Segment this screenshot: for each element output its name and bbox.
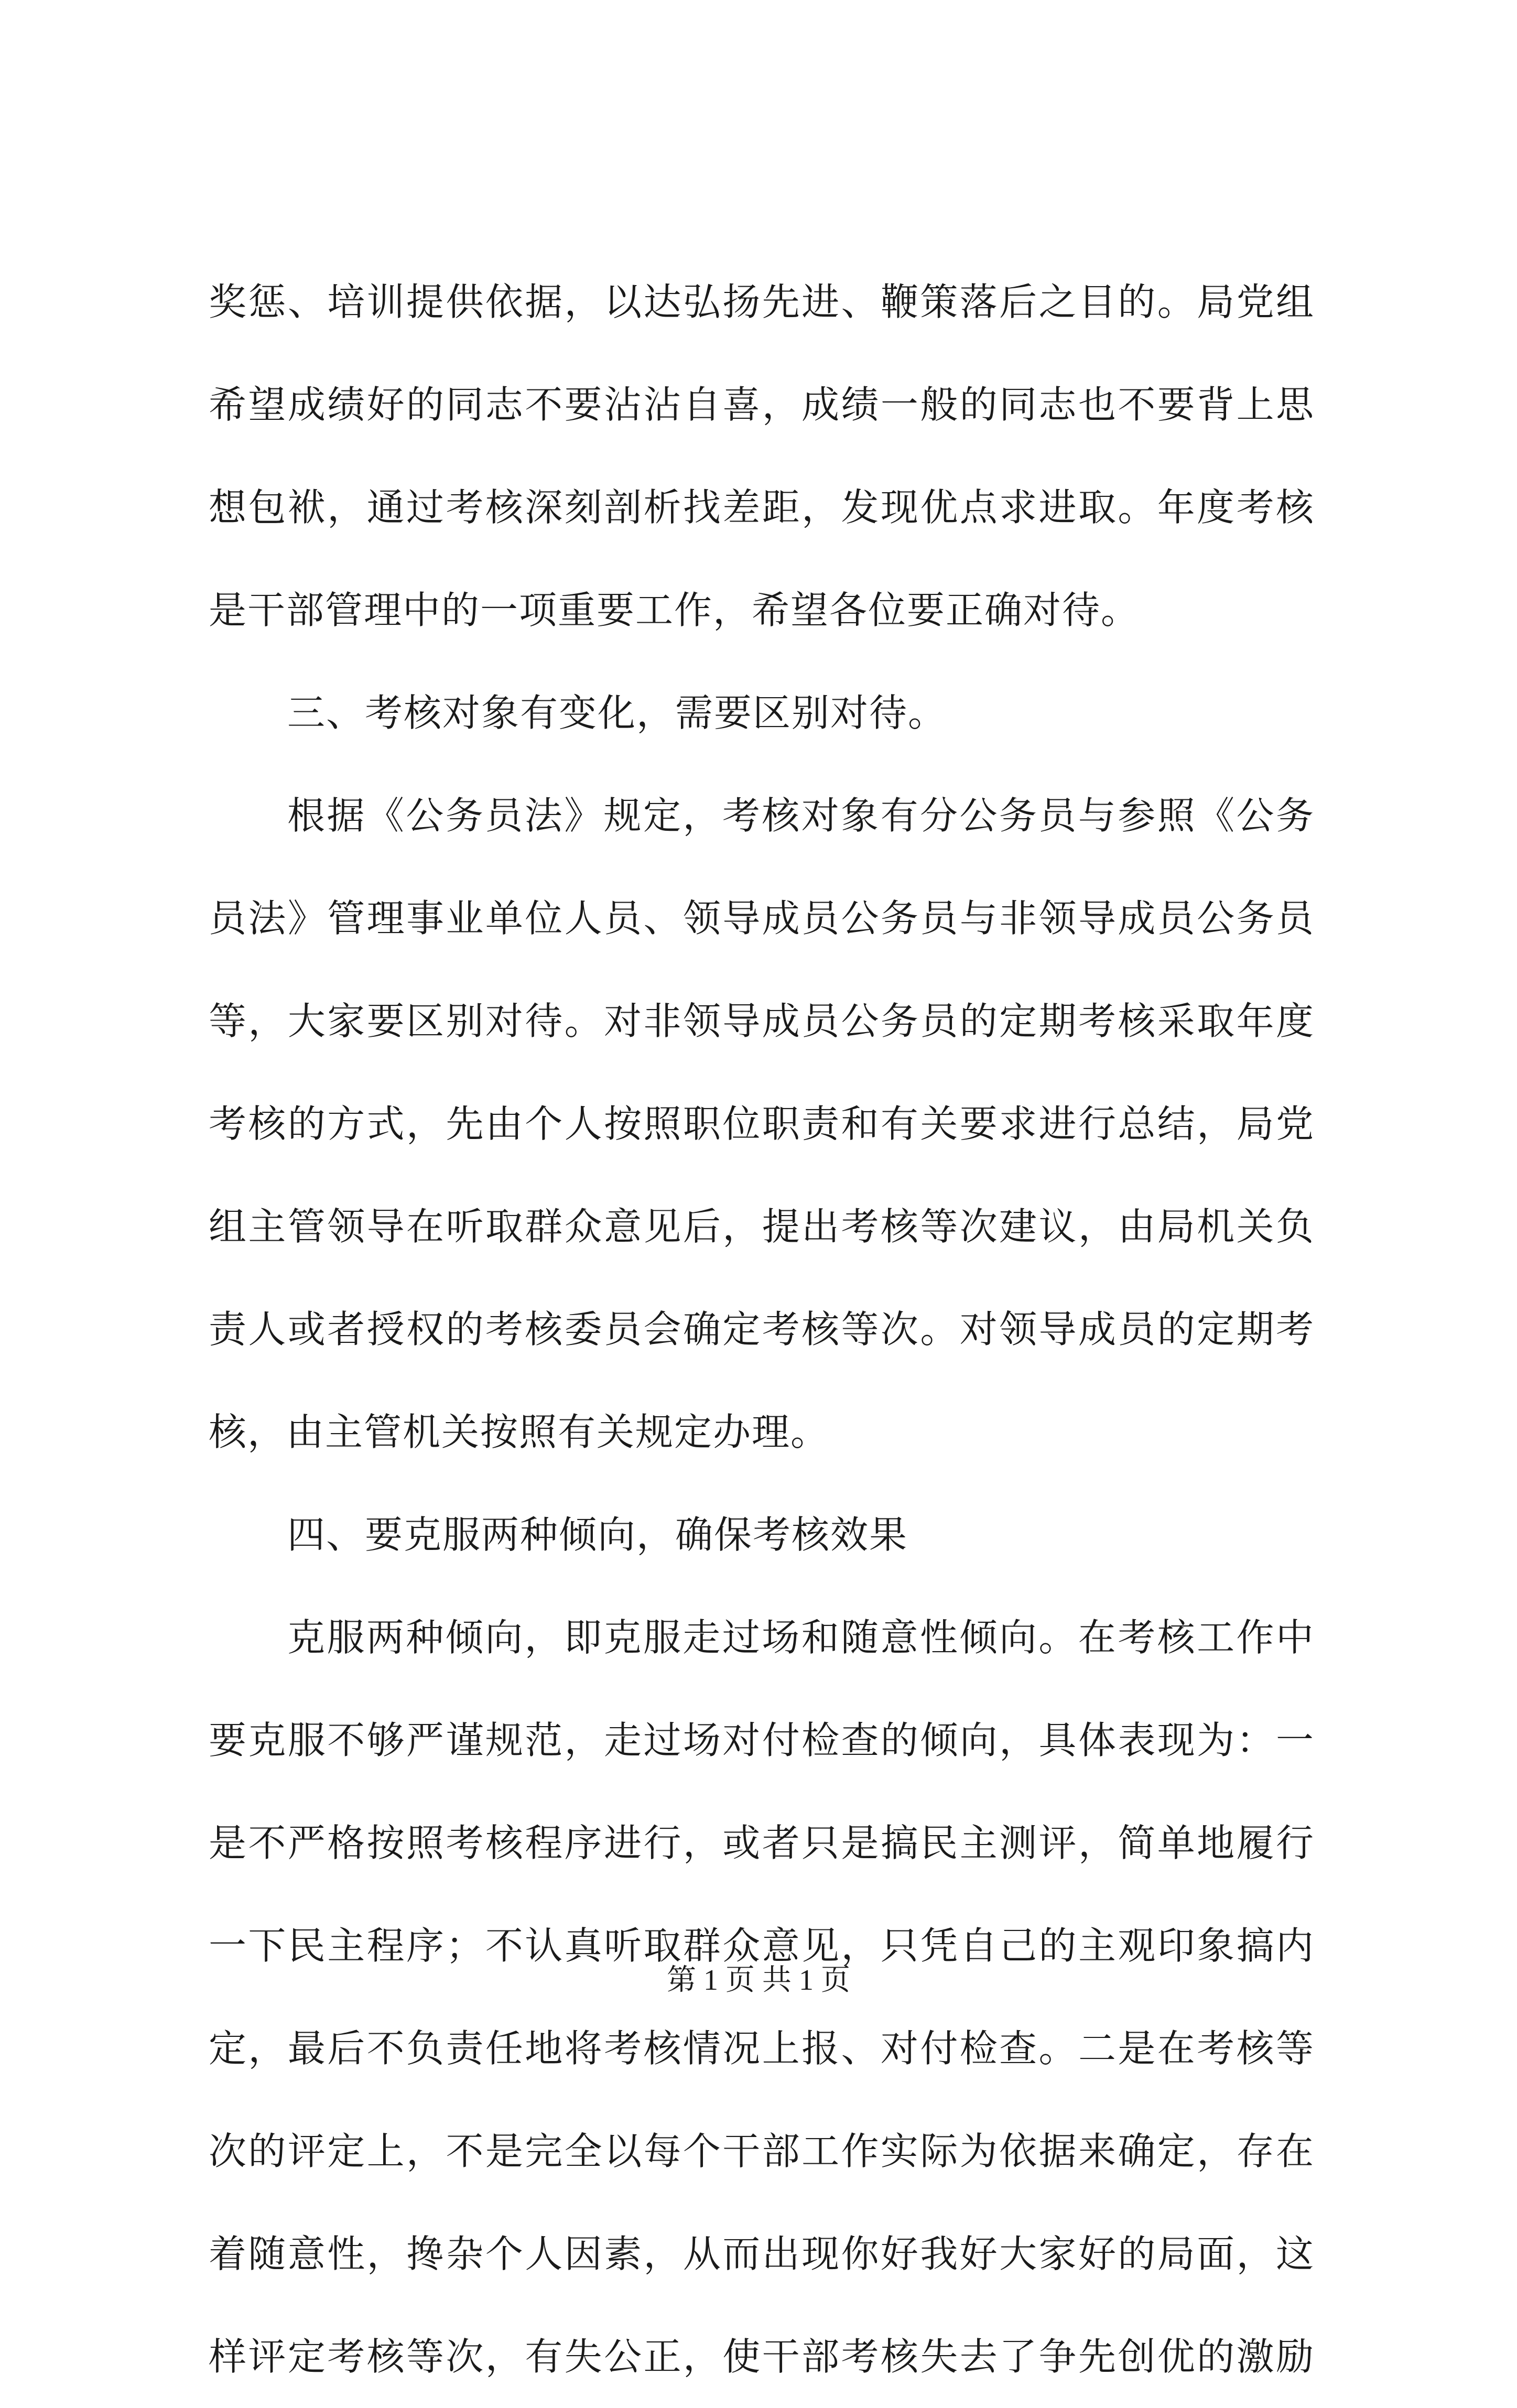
text-line: 组主管领导在听取群众意见后，提出考核等次建议，由局机关负 — [209, 1205, 1315, 1249]
text-line: 考核的方式，先由个人按照职位职责和有关要求进行总结，局党 — [209, 1102, 1315, 1146]
text-line: 克服两种倾向，即克服走过场和随意性倾向。在考核工作中 — [287, 1615, 1315, 1659]
text-line: 是干部管理中的一项重要工作，希望各位要正确对待。 — [209, 588, 1140, 632]
text-line: 员法》管理事业单位人员、领导成员公务员与非领导成员公务员 — [209, 896, 1315, 940]
text-line: 样评定考核等次，有失公正，使干部考核失去了争先创优的激励 — [209, 2335, 1315, 2379]
text-line: 是不严格按照考核程序进行，或者只是搞民主测评，简单地履行 — [209, 1821, 1315, 1865]
text-line: 根据《公务员法》规定，考核对象有分公务员与参照《公务 — [287, 794, 1315, 838]
text-line: 定，最后不负责任地将考核情况上报、对付检查。二是在考核等 — [209, 2026, 1315, 2070]
text-line: 等，大家要区别对待。对非领导成员公务员的定期考核采取年度 — [209, 999, 1315, 1043]
text-line: 希望成绩好的同志不要沾沾自喜，成绩一般的同志也不要背上思 — [209, 383, 1315, 427]
text-line: 要克服不够严谨规范，走过场对付检查的倾向，具体表现为：一 — [209, 1718, 1315, 1762]
text-line: 核，由主管机关按照有关规定办理。 — [209, 1410, 830, 1454]
text-line: 奖惩、培训提供依据，以达弘扬先进、鞭策落后之目的。局党组 — [209, 280, 1315, 324]
section-heading: 三、考核对象有变化，需要区别对待。 — [287, 691, 947, 735]
text-line: 一下民主程序；不认真听取群众意见，只凭自己的主观印象搞内 — [209, 1924, 1315, 1968]
text-line: 次的评定上，不是完全以每个干部工作实际为依据来确定，存在 — [209, 2129, 1315, 2173]
page-footer: 第 1 页 共 1 页 — [667, 1964, 850, 1997]
section-heading: 四、要克服两种倾向，确保考核效果 — [287, 1513, 908, 1557]
text-line: 想包袱，通过考核深刻剖析找差距，发现优点求进取。年度考核 — [209, 485, 1315, 529]
text-line: 着随意性，搀杂个人因素，从而出现你好我好大家好的局面，这 — [209, 2232, 1315, 2276]
body-text — [209, 251, 1315, 2408]
text-line: 责人或者授权的考核委员会确定考核等次。对领导成员的定期考 — [209, 1307, 1315, 1351]
